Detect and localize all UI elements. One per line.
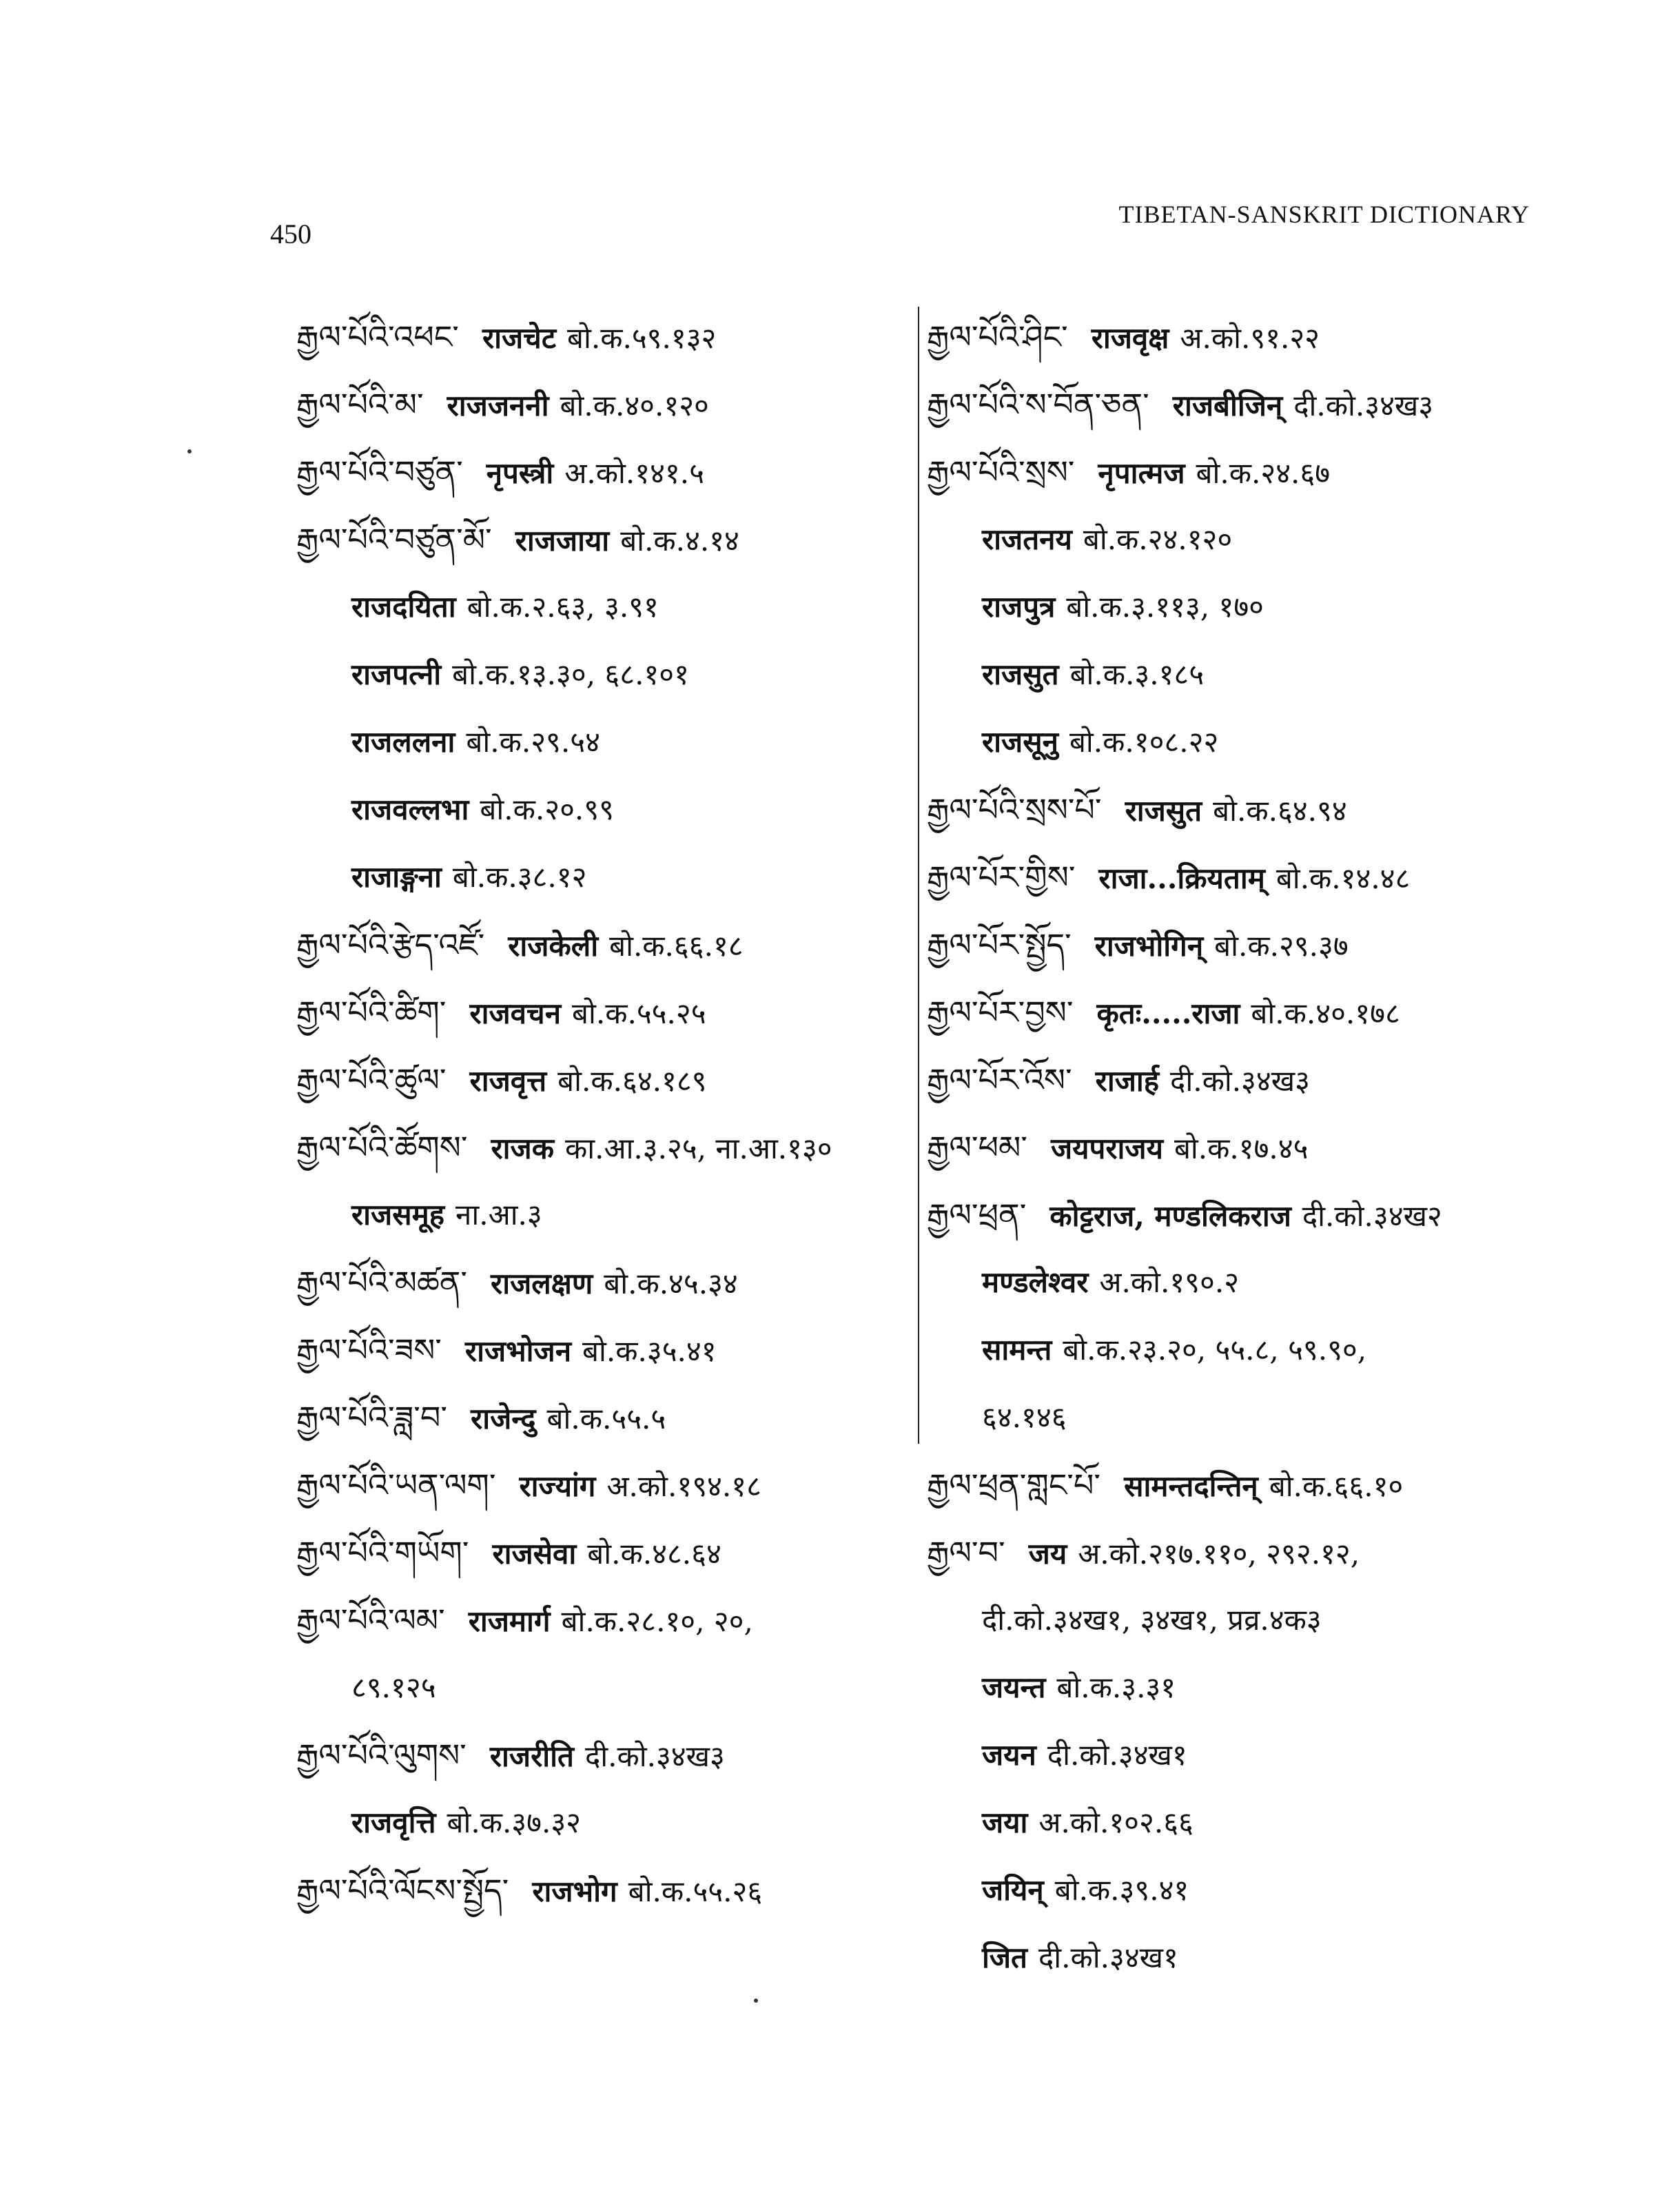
- sanskrit-equivalent: जय: [1028, 1537, 1067, 1571]
- dictionary-entry-continuation: [927, 1857, 1533, 1924]
- sanskrit-equivalent: राजलक्षण: [491, 1267, 593, 1300]
- sanskrit-equivalent: जयन्त: [982, 1670, 1046, 1704]
- dictionary-entry: [296, 303, 903, 371]
- dictionary-entry-continuation: [927, 641, 1533, 708]
- page-number: 450: [270, 218, 311, 249]
- dictionary-entry: [296, 1451, 903, 1519]
- source-reference: बो.क.२.६३, ३.९१: [467, 590, 659, 624]
- dictionary-entry-continuation: [927, 1249, 1533, 1316]
- sanskrit-equivalent: राजेन्दु: [471, 1402, 536, 1435]
- source-reference: दी.को.३४ख२: [1302, 1199, 1442, 1233]
- dictionary-entry: [296, 371, 903, 438]
- source-reference: दी.को.३४ख१: [1047, 1738, 1187, 1772]
- source-reference: बो.क.१७.४५: [1174, 1132, 1309, 1165]
- sanskrit-equivalent: राजार्ह: [1095, 1064, 1160, 1098]
- source-reference: बो.क.५९.१३२: [567, 321, 717, 355]
- sanskrit-equivalent: राजकेली: [508, 929, 599, 963]
- dictionary-entry: [296, 438, 903, 506]
- dictionary-entry: [296, 1249, 903, 1316]
- source-reference: बो.क.१३.३०, ६८.१०१: [452, 657, 689, 691]
- source-reference: ६४.१४६: [982, 1400, 1067, 1434]
- source-reference: बो.क.३९.४१: [1054, 1873, 1189, 1907]
- dictionary-entry: [927, 438, 1533, 506]
- dictionary-entry: [296, 1316, 903, 1384]
- tibetan-headword: རྒྱལ་ཕྲན་གླང་པོ་: [927, 1467, 1101, 1504]
- scan-speck: [187, 449, 192, 453]
- dictionary-entry: [296, 1046, 903, 1114]
- dictionary-entry: [296, 506, 903, 573]
- source-reference: बो.क.५५.२५: [572, 997, 706, 1030]
- sanskrit-equivalent: जयपराजय: [1050, 1132, 1163, 1165]
- source-reference: दी.को.३४ख१: [1038, 1941, 1178, 1974]
- tibetan-headword: རྒྱལ་པོར་སྤྱོད་: [927, 926, 1072, 963]
- tibetan-headword: རྒྱལ་པོའི་གཡོག་: [296, 1534, 469, 1571]
- tibetan-headword: རྒྱལ་པོའི་འཕང་: [296, 318, 459, 356]
- tibetan-headword: རྒྱལ་པོའི་ཚུལ་: [296, 1061, 447, 1098]
- source-reference: दी.को.३४ख३: [1170, 1064, 1310, 1098]
- dictionary-entry-continuation: [927, 1924, 1533, 1992]
- tibetan-headword: རྒྱལ་པོར་གྱིས་: [927, 859, 1076, 896]
- tibetan-headword: རྒྱལ་པོའི་ཟླ་བ་: [296, 1399, 448, 1436]
- tibetan-headword: རྒྱལ་པོའི་ལུགས་: [296, 1737, 467, 1774]
- source-reference: बो.क.५५.२६: [628, 1874, 763, 1908]
- sanskrit-equivalent: नृपात्मज: [1098, 456, 1185, 490]
- source-reference: बो.क.६६.१८: [609, 929, 744, 963]
- tibetan-headword: རྒྱལ་པོའི་བཙུན་མོ་: [296, 521, 492, 558]
- dictionary-entry: [927, 371, 1533, 438]
- sanskrit-equivalent: राजचेट: [482, 321, 556, 355]
- sanskrit-equivalent: राजसमूह: [351, 1198, 445, 1232]
- source-reference: का.आ.३.२५, ना.आ.१३०: [564, 1132, 832, 1165]
- sanskrit-equivalent: राजक: [491, 1132, 554, 1165]
- source-reference: बो.क.२८.१०, २०,: [561, 1604, 753, 1638]
- sanskrit-equivalent: राजसुत: [982, 657, 1059, 691]
- sanskrit-equivalent: राजदयिता: [351, 590, 456, 624]
- sanskrit-equivalent: जयिन्: [982, 1873, 1044, 1907]
- dictionary-entry: [927, 1046, 1533, 1114]
- dictionary-entry-continuation: [296, 573, 903, 641]
- dictionary-entry: [296, 1519, 903, 1586]
- source-reference: ८९.१२५: [351, 1670, 436, 1704]
- sanskrit-equivalent: राजजाया: [515, 524, 610, 558]
- sanskrit-equivalent: जित: [982, 1941, 1027, 1974]
- sanskrit-equivalent: राजभोगिन्: [1094, 929, 1204, 963]
- dictionary-entry-continuation: [927, 1586, 1533, 1654]
- source-reference: बो.क.६४.१८९: [557, 1064, 707, 1098]
- source-reference: अ.को.९१.२२: [1180, 321, 1320, 355]
- dictionary-entry: [927, 1451, 1533, 1519]
- running-title: TIBETAN-SANSKRIT DICTIONARY: [1118, 201, 1530, 228]
- dictionary-entry: [927, 1519, 1533, 1586]
- source-reference: बो.क.४.१४: [620, 524, 739, 558]
- sanskrit-equivalent: राजभोग: [532, 1874, 617, 1908]
- source-reference: ना.आ.३: [455, 1198, 542, 1232]
- source-reference: बो.क.२९.५४: [466, 725, 600, 759]
- sanskrit-equivalent: सामन्तदन्तिन्: [1124, 1469, 1258, 1503]
- source-reference: बो.क.३.११३, १७०: [1066, 590, 1264, 624]
- sanskrit-equivalent: कृतः.....राजा: [1096, 997, 1240, 1030]
- tibetan-headword: རྒྱལ་པོའི་ཟས་: [296, 1331, 442, 1369]
- source-reference: बो.क.३.३१: [1056, 1670, 1176, 1704]
- source-reference: बो.क.१०८.२२: [1069, 725, 1219, 759]
- sanskrit-equivalent: सामन्त: [982, 1333, 1052, 1367]
- sanskrit-equivalent: राजभोजन: [464, 1334, 572, 1368]
- sanskrit-equivalent: राजवृक्ष: [1091, 321, 1169, 355]
- sanskrit-equivalent: राजा...क्रियताम्: [1098, 861, 1265, 895]
- dictionary-entry-continuation: [927, 1654, 1533, 1721]
- dictionary-entry-continuation: [296, 776, 903, 844]
- tibetan-headword: རྒྱལ་ཕྲན་: [927, 1196, 1027, 1234]
- sanskrit-equivalent: कोट्टराज, मण्डलिकराज: [1049, 1199, 1291, 1233]
- source-reference: बो.क.३.१८५: [1069, 657, 1205, 691]
- source-reference: बो.क.४०.१२०: [560, 389, 709, 422]
- dictionary-entry-continuation: [927, 1316, 1533, 1384]
- dictionary-entry: [927, 911, 1533, 979]
- sanskrit-equivalent: नृपस्त्री: [486, 456, 554, 490]
- right-column: [927, 303, 1533, 1992]
- dictionary-entry: [296, 1384, 903, 1451]
- source-reference: अ.को.१०२.६६: [1038, 1806, 1194, 1839]
- tibetan-headword: རྒྱལ་པོའི་བཙུན་: [296, 453, 463, 491]
- tibetan-headword: རྒྱལ་ཕམ་: [927, 1129, 1027, 1166]
- dictionary-entry-continuation: [296, 1654, 903, 1721]
- source-reference: अ.को.२१७.११०, २९२.१२,: [1078, 1537, 1360, 1571]
- tibetan-headword: རྒྱལ་པོའི་སྲས་པོ་: [927, 791, 1102, 828]
- sanskrit-equivalent: जयन: [982, 1738, 1036, 1772]
- sanskrit-equivalent: राजसुत: [1125, 794, 1202, 828]
- source-reference: अ.को.१४१.५: [564, 456, 704, 490]
- sanskrit-equivalent: राजबीजिन्: [1172, 389, 1283, 422]
- dictionary-entry-continuation: [927, 1789, 1533, 1857]
- tibetan-headword: རྒྱལ་པོའི་ཚིག་: [296, 994, 447, 1031]
- tibetan-headword: རྒྱལ་པོའི་ཤིང་: [927, 318, 1068, 356]
- tibetan-headword: རྒྱལ་པོར་བྱས་: [927, 994, 1074, 1031]
- sanskrit-equivalent: मण्डलेश्वर: [982, 1265, 1089, 1299]
- scan-speck: [754, 1999, 758, 2003]
- sanskrit-equivalent: जया: [982, 1806, 1028, 1839]
- dictionary-entry-continuation: [927, 573, 1533, 641]
- column-divider: [918, 307, 919, 1444]
- tibetan-headword: རྒྱལ་པོའི་མ་: [296, 386, 424, 423]
- dictionary-entry-continuation: [296, 641, 903, 708]
- tibetan-headword: རྒྱལ་པོའི་ལོངས་སྤྱོད་: [296, 1872, 509, 1909]
- sanskrit-equivalent: राजपुत्र: [982, 590, 1056, 624]
- sanskrit-equivalent: राजवृत्त: [469, 1064, 547, 1098]
- sanskrit-equivalent: राजजननी: [447, 389, 549, 422]
- dictionary-entry-continuation: [927, 1721, 1533, 1789]
- source-reference: अ.को.१९०.२: [1099, 1265, 1240, 1299]
- source-reference: बो.क.२३.२०, ५५.८, ५९.९०,: [1063, 1333, 1367, 1367]
- sanskrit-equivalent: राजरीति: [489, 1739, 574, 1773]
- dictionary-entry: [927, 1181, 1533, 1249]
- dictionary-entry-continuation: [296, 1789, 903, 1857]
- source-reference: दी.को.३४ख३: [584, 1739, 725, 1773]
- source-reference: बो.क.३८.१२: [452, 860, 587, 894]
- source-reference: बो.क.२४.१२०: [1083, 522, 1233, 556]
- sanskrit-equivalent: राजसूनु: [982, 725, 1058, 759]
- tibetan-headword: རྒྱལ་པོའི་ཡན་ལག་: [296, 1467, 496, 1504]
- tibetan-headword: རྒྱལ་པོའི་སྲས་: [927, 453, 1075, 491]
- dictionary-entry: [296, 979, 903, 1046]
- tibetan-headword: རྒྱལ་པོའི་རྩེད་འཛོ་: [296, 926, 485, 963]
- source-reference: बो.क.३७.३२: [447, 1806, 582, 1839]
- dictionary-entry: [296, 1114, 903, 1181]
- left-column: [296, 303, 903, 1924]
- dictionary-entry: [927, 303, 1533, 371]
- sanskrit-equivalent: राजवृत्ति: [351, 1806, 436, 1839]
- dictionary-entry-continuation: [927, 1384, 1533, 1451]
- tibetan-headword: རྒྱལ་པོའི་ས་བོན་ཅན་: [927, 386, 1149, 423]
- source-reference: बो.क.३५.४१: [582, 1334, 717, 1368]
- dictionary-entry: [927, 1114, 1533, 1181]
- sanskrit-equivalent: राजपत्नी: [351, 657, 442, 691]
- source-reference: बो.क.५५.५: [546, 1402, 666, 1435]
- dictionary-entry: [927, 979, 1533, 1046]
- dictionary-entry: [296, 911, 903, 979]
- sanskrit-equivalent: राजवल्लभा: [351, 793, 469, 826]
- source-reference: अ.को.१९४.१८: [606, 1469, 761, 1503]
- source-reference: दी.को.३४ख१, ३४ख१, प्रव्र.४क३: [982, 1603, 1322, 1637]
- dictionary-entry: [296, 1721, 903, 1789]
- dictionary-entry: [296, 1857, 903, 1924]
- tibetan-headword: རྒྱལ་པོའི་མཚན་: [296, 1264, 468, 1301]
- sanskrit-equivalent: राजसेवा: [492, 1537, 577, 1571]
- source-reference: बो.क.२०.९९: [480, 793, 614, 826]
- dictionary-entry-continuation: [296, 844, 903, 911]
- dictionary-entry: [927, 776, 1533, 844]
- tibetan-headword: རྒྱལ་པོར་འོས་: [927, 1061, 1072, 1098]
- dictionary-entry-continuation: [927, 506, 1533, 573]
- source-reference: बो.क.४५.३४: [604, 1267, 738, 1300]
- dictionary-entry: [927, 844, 1533, 911]
- source-reference: बो.क.२९.३७: [1214, 929, 1349, 963]
- sanskrit-equivalent: राज्यांग: [519, 1469, 596, 1503]
- source-reference: बो.क.१४.४८: [1276, 861, 1411, 895]
- dictionary-entry-continuation: [296, 708, 903, 776]
- source-reference: बो.क.२४.६७: [1196, 456, 1331, 490]
- sanskrit-equivalent: राजतनय: [982, 522, 1072, 556]
- tibetan-headword: རྒྱལ་པོའི་ལམ་: [296, 1602, 445, 1639]
- sanskrit-equivalent: राजाङ्गना: [351, 860, 442, 894]
- tibetan-headword: རྒྱལ་བ་: [927, 1534, 1005, 1571]
- dictionary-entry-continuation: [927, 708, 1533, 776]
- dictionary-entry-continuation: [296, 1181, 903, 1249]
- tibetan-headword: རྒྱལ་པོའི་ཚོགས་: [296, 1129, 468, 1166]
- source-reference: बो.क.६४.९४: [1213, 794, 1347, 828]
- source-reference: बो.क.४०.१७८: [1251, 997, 1400, 1030]
- source-reference: बो.क.४८.६४: [587, 1537, 721, 1571]
- sanskrit-equivalent: राजवचन: [469, 997, 562, 1030]
- source-reference: दी.को.३४ख३: [1293, 389, 1434, 422]
- sanskrit-equivalent: राजमार्ग: [468, 1604, 551, 1638]
- sanskrit-equivalent: राजललना: [351, 725, 455, 759]
- dictionary-entry: [296, 1586, 903, 1654]
- source-reference: बो.क.६६.१०: [1269, 1469, 1404, 1503]
